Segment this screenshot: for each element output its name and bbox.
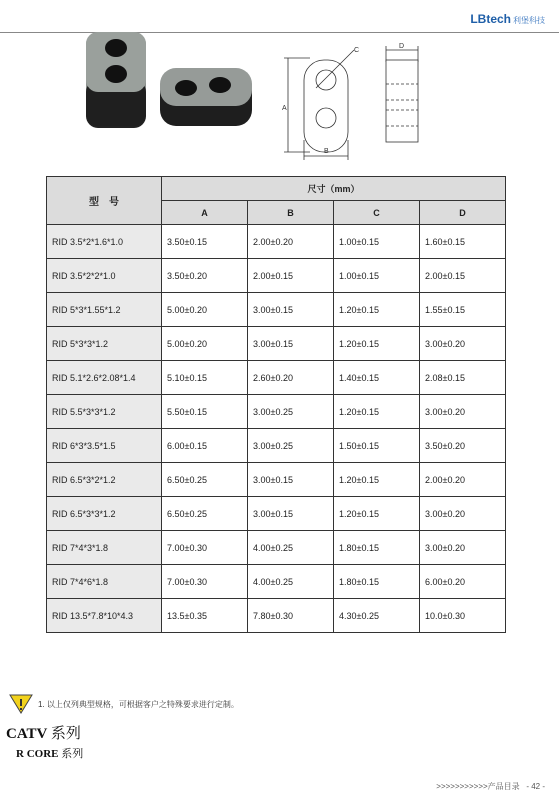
section-title-cn: 系列 (50, 726, 81, 742)
table-row (47, 565, 506, 599)
model-cell: RID 6*3*3.5*1.5 (47, 429, 162, 463)
col-header-a: A (162, 201, 248, 225)
section-title (6, 722, 81, 743)
dim-a-cell: 3.50±0.20 (162, 259, 248, 293)
dim-a-cell: 6.50±0.25 (162, 463, 248, 497)
subsection-title-cn: 系列 (61, 748, 84, 760)
warning-icon (8, 693, 34, 715)
dim-a-cell: 3.50±0.15 (162, 225, 248, 259)
dim-d-cell: 2.00±0.15 (420, 259, 506, 293)
dim-a-cell: 5.00±0.20 (162, 293, 248, 327)
core-photo-vertical (86, 32, 146, 128)
table-row (47, 293, 506, 327)
dim-d-cell: 1.55±0.15 (420, 293, 506, 327)
dim-b-cell: 4.00±0.25 (248, 531, 334, 565)
product-photos (80, 30, 260, 140)
subsection-title-latin: R CORE (16, 748, 59, 760)
model-cell: RID 3.5*2*1.6*1.0 (47, 225, 162, 259)
dim-c-cell: 1.00±0.15 (334, 259, 420, 293)
dim-c-cell: 1.20±0.15 (334, 395, 420, 429)
dim-d-cell: 1.60±0.15 (420, 225, 506, 259)
side-view-drawing (378, 40, 428, 150)
subsection-title (16, 745, 83, 761)
table-row (47, 463, 506, 497)
dim-d-cell: 3.00±0.20 (420, 531, 506, 565)
table-row (47, 599, 506, 633)
model-cell: RID 7*4*6*1.8 (47, 565, 162, 599)
table-row (47, 327, 506, 361)
model-cell: RID 13.5*7.8*10*4.3 (47, 599, 162, 633)
table-row (47, 497, 506, 531)
model-cell: RID 5*3*3*1.2 (47, 327, 162, 361)
table-row (47, 225, 506, 259)
dim-c-cell: 1.20±0.15 (334, 497, 420, 531)
dim-b-cell: 2.00±0.15 (248, 259, 334, 293)
dim-a-cell: 6.00±0.15 (162, 429, 248, 463)
section-title-latin: CATV (6, 726, 48, 742)
col-header-d: D (420, 201, 506, 225)
dim-c-cell: 1.20±0.15 (334, 463, 420, 497)
dim-d-cell: 3.00±0.20 (420, 497, 506, 531)
spec-table (46, 176, 506, 633)
table-row (47, 395, 506, 429)
dim-d-cell: 2.00±0.20 (420, 463, 506, 497)
dim-c-cell: 1.40±0.15 (334, 361, 420, 395)
dim-b-cell: 3.00±0.15 (248, 327, 334, 361)
dim-a-cell: 6.50±0.25 (162, 497, 248, 531)
logo-text: LBtech (470, 12, 511, 26)
dim-c-cell: 1.20±0.15 (334, 293, 420, 327)
dim-b-cell: 3.00±0.25 (248, 429, 334, 463)
dim-a-cell: 5.10±0.15 (162, 361, 248, 395)
model-cell: RID 3.5*2*2*1.0 (47, 259, 162, 293)
dim-c-cell: 1.80±0.15 (334, 531, 420, 565)
dim-c-cell: 1.80±0.15 (334, 565, 420, 599)
dim-label-b: B (324, 148, 329, 155)
dim-d-cell: 3.00±0.20 (420, 395, 506, 429)
model-cell: RID 5*3*1.55*1.2 (47, 293, 162, 327)
dim-b-cell: 2.60±0.20 (248, 361, 334, 395)
dim-c-cell: 1.20±0.15 (334, 327, 420, 361)
dim-c-cell: 1.00±0.15 (334, 225, 420, 259)
brand-logo (470, 12, 545, 26)
logo-cn: 利堡科技 (513, 16, 545, 25)
dim-b-cell: 3.00±0.25 (248, 395, 334, 429)
dim-label-d: D (399, 43, 405, 50)
dim-b-cell: 2.00±0.20 (248, 225, 334, 259)
footer-nav: >>>>>>>>>>>产品目录 (436, 782, 520, 791)
dim-b-cell: 7.80±0.30 (248, 599, 334, 633)
dim-a-cell: 7.00±0.30 (162, 531, 248, 565)
model-cell: RID 7*4*3*1.8 (47, 531, 162, 565)
dim-d-cell: 2.08±0.15 (420, 361, 506, 395)
col-header-b: B (248, 201, 334, 225)
size-header: 尺寸（mm） (162, 177, 506, 201)
dim-label-a: A (282, 105, 287, 112)
col-header-c: C (334, 201, 420, 225)
core-photo-horizontal (160, 68, 252, 126)
model-cell: RID 5.5*3*3*1.2 (47, 395, 162, 429)
dim-c-cell: 1.50±0.15 (334, 429, 420, 463)
page-number: - 42 - (526, 782, 545, 791)
dim-b-cell: 3.00±0.15 (248, 497, 334, 531)
dim-c-cell: 4.30±0.25 (334, 599, 420, 633)
dim-a-cell: 5.50±0.15 (162, 395, 248, 429)
dim-a-cell: 7.00±0.30 (162, 565, 248, 599)
dim-b-cell: 3.00±0.15 (248, 463, 334, 497)
dim-d-cell: 3.00±0.20 (420, 327, 506, 361)
table-row (47, 531, 506, 565)
dim-b-cell: 3.00±0.15 (248, 293, 334, 327)
dim-a-cell: 13.5±0.35 (162, 599, 248, 633)
model-header: 型 号 (47, 177, 162, 225)
model-cell: RID 6.5*3*3*1.2 (47, 497, 162, 531)
page-footer (436, 781, 545, 792)
note-text: 1. 以上仅列典型规格，可根据客户之特殊要求进行定制。 (38, 700, 239, 709)
table-row (47, 361, 506, 395)
dim-label-c: C (354, 47, 360, 54)
note (8, 693, 239, 715)
spec-table-body (47, 225, 506, 633)
table-row (47, 259, 506, 293)
dim-a-cell: 5.00±0.20 (162, 327, 248, 361)
dim-d-cell: 10.0±0.30 (420, 599, 506, 633)
dim-d-cell: 6.00±0.20 (420, 565, 506, 599)
model-cell: RID 5.1*2.6*2.08*1.4 (47, 361, 162, 395)
dim-d-cell: 3.50±0.20 (420, 429, 506, 463)
table-row (47, 429, 506, 463)
dim-b-cell: 4.00±0.25 (248, 565, 334, 599)
model-cell: RID 6.5*3*2*1.2 (47, 463, 162, 497)
